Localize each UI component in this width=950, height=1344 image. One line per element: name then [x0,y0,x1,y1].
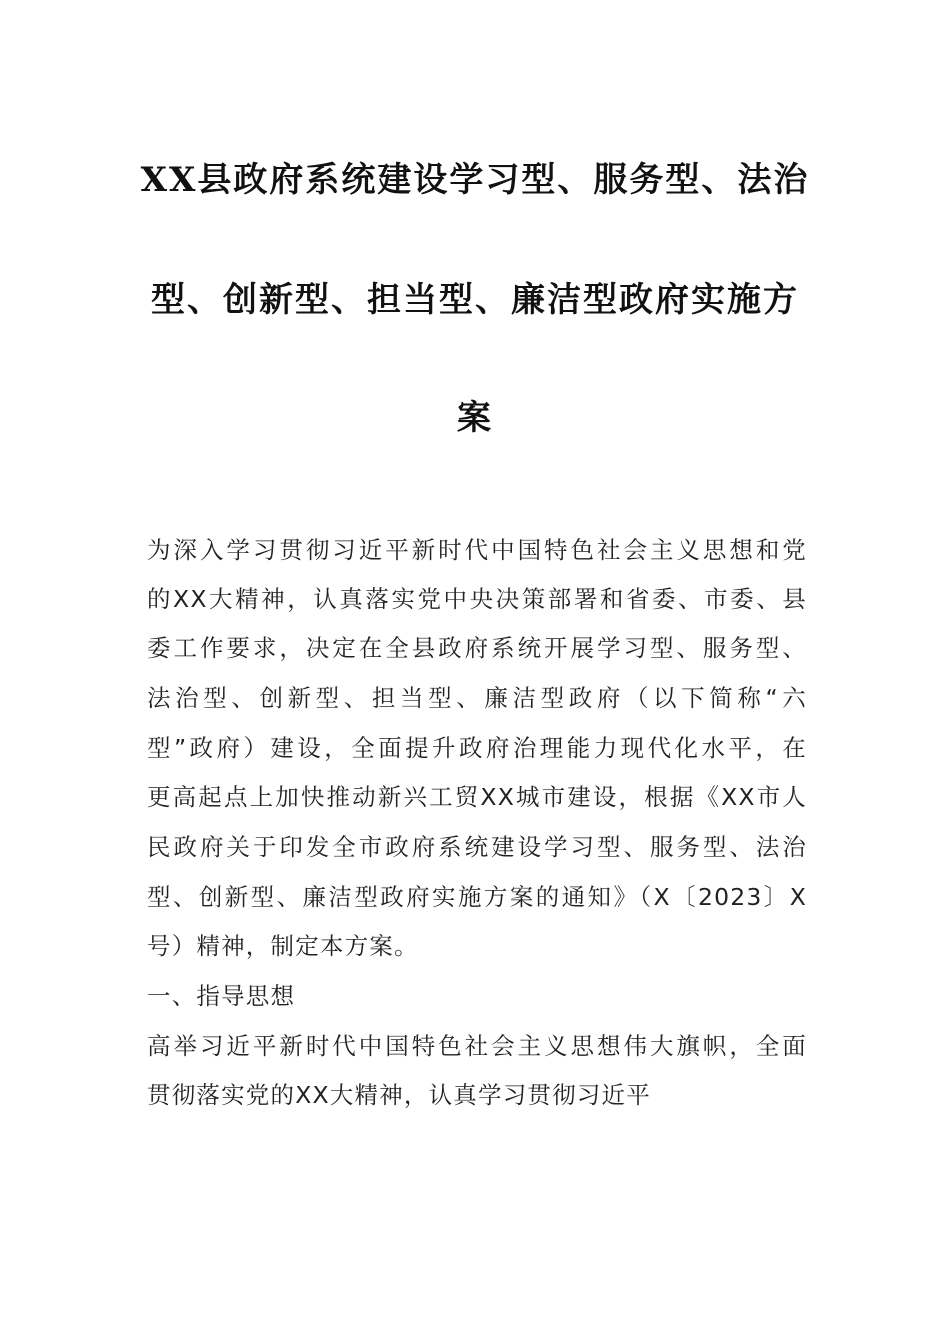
body-text-line: 民政府关于印发全市政府系统建设学习型、服务型、法治 [147,833,807,861]
body-text-line: 为深入学习贯彻习近平新时代中国特色社会主义思想和党 [147,536,807,564]
body-text-line: 的XX大精神，认真落实党中央决策部署和省委、市委、县 [147,585,807,613]
section-heading: 一、指导思想 [147,982,296,1010]
body-text-line: 更高起点上加快推动新兴工贸XX城市建设，根据《XX市人 [147,783,807,811]
document-title-line-1: XX县政府系统建设学习型、服务型、法治 [140,160,810,200]
body-text-line: 委工作要求，决定在全县政府系统开展学习型、服务型、 [147,634,807,662]
body-text-line: 高举习近平新时代中国特色社会主义思想伟大旗帜，全面 [147,1032,807,1060]
body-text-line: 法治型、创新型、担当型、廉洁型政府（以下简称“六 [147,684,807,712]
document-title-line-3: 案 [457,398,493,438]
body-text-line: 型”政府）建设，全面提升政府治理能力现代化水平，在 [147,734,807,762]
document-title-line-2: 型、创新型、担当型、廉洁型政府实施方 [151,280,799,320]
body-text-line: 号）精神，制定本方案。 [147,932,419,960]
body-text-line: 型、创新型、廉洁型政府实施方案的通知》（X〔2023〕X [147,883,807,911]
body-text-line: 贯彻落实党的XX大精神，认真学习贯彻习近平 [147,1081,651,1109]
